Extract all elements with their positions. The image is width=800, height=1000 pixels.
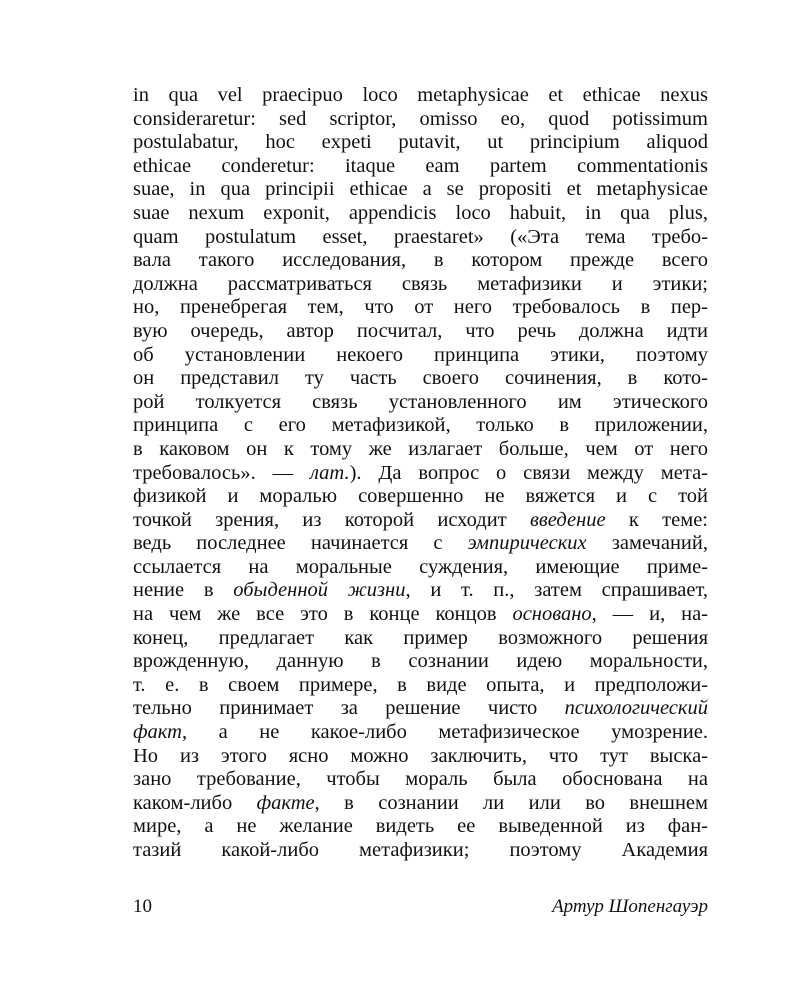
text-line [133,579,708,603]
text-run: должна рассматриваться связь метафизики и этики; [133,272,708,295]
text-run: тазий какой-либо метафизики; поэтому Академия [133,839,708,861]
italic-term: лат. [309,461,350,484]
text-run: Но из этого ясно можно заключить, что тут выска- [133,744,708,767]
text-line [133,108,708,132]
text-run: об установлении некоего принципа этики, поэтому [133,343,708,366]
text-run: но, пренебрегая тем, что от него требовалось в пер- [133,296,708,319]
text-run: к теме: [605,508,708,531]
body-text [133,84,708,863]
text-line [133,367,708,391]
text-run: зано требование, чтобы мораль была обоснована на [133,768,708,791]
text-run: in qua vel praecipuo loco metaphysicae et ethicae nexus [133,84,708,106]
text-run: принципа с его метафизикой, только в приложении, [133,414,708,437]
italic-term: эмпирических [467,532,587,555]
text-run: т. е. в своем примере, в виде опыта, и предположи- [133,673,708,696]
text-run: каком-либо [133,791,257,814]
text-line [133,509,708,533]
text-line [133,768,708,792]
text-run: конец, предлагает как пример возможного решения [133,626,708,649]
text-run: требовалось». — [133,461,310,484]
italic-term: факте [256,791,315,814]
text-line [133,697,708,721]
text-line [133,532,708,556]
text-line [133,391,708,415]
text-run: ведь последнее начинается с [133,532,468,555]
text-run: ). Да вопрос о связи между мета- [349,461,708,484]
text-run: физикой и моралью совершенно не вяжется и с той [133,485,708,508]
text-run: , в сознании ли или во внешнем [314,791,708,814]
text-line [133,485,708,509]
text-line [133,320,708,344]
page-number: 10 [133,896,152,917]
text-line [133,178,708,202]
page-footer [133,893,708,921]
running-head-author: Артур Шопенгауэр [552,896,708,917]
text-line [133,745,708,769]
text-line [133,344,708,368]
text-run: postulabatur, hoc expeti putavit, ut principium aliquod [133,131,708,154]
text-run: quam postulatum esset, praestaret» («Эта тема требо- [133,225,708,248]
text-line [133,202,708,226]
text-line [133,462,708,486]
text-run: мире, а не желание видеть ее выведенной из фан- [133,815,708,838]
text-run: suae nexum exponit, appendicis loco habuit, in qua plus, [133,201,708,224]
text-run: он представил ту часть своего сочинения, в кото- [133,367,708,390]
text-run: , — и, на- [591,603,708,626]
text-run: consideraretur: sed scriptor, omisso eo, quod potissimum [133,107,708,130]
text-run: нение в [133,579,234,602]
text-line [133,226,708,250]
text-line [133,792,708,816]
text-run: врожденную, данную в сознании идею моральности, [133,650,708,673]
text-line [133,556,708,580]
text-run: suae, in qua principii ethicae a se propositi et metaphysicae [133,178,708,201]
italic-term: введение [529,508,606,531]
text-run: тельно принимает за решение чисто [133,697,565,720]
text-line [133,815,708,839]
text-run: в каковом он к тому же излагает больше, чем от него [133,437,708,460]
text-run: вала такого исследования, в котором прежде всего [133,249,708,272]
text-line [133,839,708,863]
text-line [133,438,708,462]
text-line [133,627,708,651]
text-line [133,249,708,273]
text-run: на чем же все это в конце концов [133,603,513,626]
text-line [133,84,708,108]
text-run: , а не какое-либо метафизическое умозрение. [181,721,708,744]
italic-term: основано [512,603,592,626]
text-run: рой толкуется связь установленного им этического [133,390,708,413]
text-run: точкой зрения, из которой исходит [133,508,530,531]
text-line [133,721,708,745]
text-line [133,131,708,155]
italic-term: факт [133,721,182,744]
text-line [133,674,708,698]
text-line [133,603,708,627]
text-line [133,650,708,674]
text-line [133,296,708,320]
text-run: ссылается на моральные суждения, имеющие приме- [133,555,708,578]
text-line [133,414,708,438]
text-run: вую очередь, автор посчитал, что речь должна идти [133,319,708,342]
text-line [133,273,708,297]
text-run: замечаний, [586,532,708,555]
text-run: ethicae conderetur: itaque eam partem commentationis [133,154,708,177]
italic-term: психологический [564,697,708,720]
italic-term: обыденной жизни [233,579,406,602]
text-line [133,155,708,179]
text-run: , и т. п., затем спрашивает, [405,579,708,602]
